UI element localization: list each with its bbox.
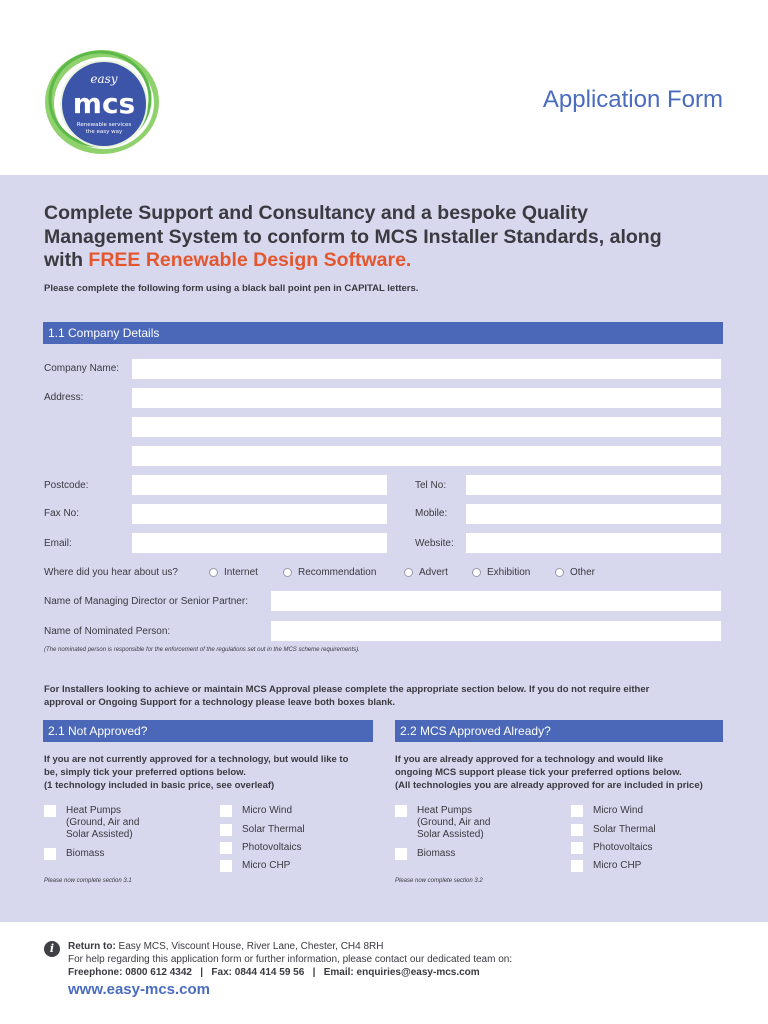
- checkbox-2-1-micro-chp[interactable]: Micro CHP: [220, 860, 290, 872]
- checkbox-box[interactable]: [395, 805, 407, 817]
- mobile-label: Mobile:: [415, 508, 448, 519]
- radio-circle[interactable]: [404, 568, 413, 577]
- radio-recommendation[interactable]: Recommendation: [283, 567, 376, 578]
- section-2-1-next-note: Please now complete section 3.1: [44, 878, 132, 884]
- website-label: Website:: [415, 538, 454, 549]
- section-2-1-description: If you are not currently approved for a technology, but would like to be, simply tick your preferred options below. (1 technology included in basic price, see overleaf): [44, 754, 349, 791]
- checkbox-box[interactable]: [571, 824, 583, 836]
- heard-question-label: Where did you hear about us?: [44, 567, 178, 578]
- radio-advert[interactable]: Advert: [404, 567, 448, 578]
- info-icon: i: [44, 941, 60, 957]
- tel-label: Tel No:: [415, 480, 447, 491]
- svg-text:mcs: mcs: [72, 87, 136, 120]
- section-2-2-next-note: Please now complete section 3.2: [395, 878, 483, 884]
- email-label: Email:: [44, 538, 72, 549]
- tel-field[interactable]: [466, 475, 721, 495]
- radio-circle[interactable]: [555, 568, 564, 577]
- radio-exhibition[interactable]: Exhibition: [472, 567, 530, 578]
- checkbox-2-1-solar-thermal[interactable]: Solar Thermal: [220, 824, 305, 836]
- address-field-line1[interactable]: [132, 388, 721, 408]
- section-2-2-description: If you are already approved for a technology and would like ongoing MCS support please tick your preferred options below. (All technologies you are already approved for are included in price): [395, 754, 703, 791]
- fax-field[interactable]: [132, 504, 387, 524]
- headline: Complete Support and Consultancy and a bespoke Quality Management System to conform to MCS Installer Standards, along with FREE Renewable Design Software.: [44, 202, 662, 271]
- svg-text:easy: easy: [90, 72, 118, 86]
- contact-details: Freephone: 0800 612 4342 | Fax: 0844 414 59 56 | Email: enquiries@easy-mcs.com: [68, 967, 480, 978]
- checkbox-box[interactable]: [44, 848, 56, 860]
- checkbox-2-1-photovoltaics[interactable]: Photovoltaics: [220, 842, 301, 854]
- nominated-note: (The nominated person is responsible for the enforcement of the regulations set out in the MCS scheme requirements).: [44, 647, 360, 653]
- company-name-label: Company Name:: [44, 363, 120, 374]
- director-label: Name of Managing Director or Senior Partner:: [44, 596, 248, 607]
- website-link[interactable]: www.easy-mcs.com: [68, 981, 211, 998]
- mobile-field[interactable]: [466, 504, 721, 524]
- page-header: [0, 0, 768, 175]
- checkbox-2-2-micro-wind[interactable]: Micro Wind: [571, 805, 643, 817]
- section-1-1-header: 1.1 Company Details: [43, 322, 723, 344]
- radio-circle[interactable]: [472, 568, 481, 577]
- radio-other[interactable]: Other: [555, 567, 595, 578]
- checkbox-box[interactable]: [571, 842, 583, 854]
- checkbox-box[interactable]: [571, 805, 583, 817]
- radio-circle[interactable]: [283, 568, 292, 577]
- nominated-label: Name of Nominated Person:: [44, 626, 171, 637]
- section-2-1-header: 2.1 Not Approved?: [43, 720, 373, 742]
- director-field[interactable]: [271, 591, 721, 611]
- checkbox-box[interactable]: [220, 824, 232, 836]
- checkbox-2-2-biomass[interactable]: Biomass: [395, 848, 455, 860]
- checkbox-2-1-biomass[interactable]: Biomass: [44, 848, 104, 860]
- radio-circle[interactable]: [209, 568, 218, 577]
- checkbox-2-1-micro-wind[interactable]: Micro Wind: [220, 805, 292, 817]
- help-text: For help regarding this application form or further information, please contact our dedicated team on:: [68, 954, 513, 965]
- company-name-field[interactable]: [132, 359, 721, 379]
- checkbox-box[interactable]: [220, 805, 232, 817]
- checkbox-2-2-heat-pumps[interactable]: Heat Pumps (Ground, Air and Solar Assisted): [395, 805, 490, 841]
- checkbox-2-2-micro-chp[interactable]: Micro CHP: [571, 860, 641, 872]
- website-field[interactable]: [466, 533, 721, 553]
- checkbox-box[interactable]: [395, 848, 407, 860]
- svg-text:Renewable services: Renewable services: [76, 122, 132, 128]
- checkbox-2-1-heat-pumps[interactable]: Heat Pumps (Ground, Air and Solar Assisted): [44, 805, 139, 841]
- email-field[interactable]: [132, 533, 387, 553]
- checkbox-2-2-solar-thermal[interactable]: Solar Thermal: [571, 824, 656, 836]
- checkbox-2-2-photovoltaics[interactable]: Photovoltaics: [571, 842, 652, 854]
- postcode-field[interactable]: [132, 475, 387, 495]
- page-title: Application Form: [542, 86, 723, 113]
- installers-note: For Installers looking to achieve or maintain MCS Approval please complete the appropriate section below. If you do not require either approval or Ongoing Support for a technology please leave both boxes blank.: [44, 684, 650, 708]
- address-field-line3[interactable]: [132, 446, 721, 466]
- return-address: Return to: Easy MCS, Viscount House, River Lane, Chester, CH4 8RH: [68, 941, 384, 952]
- address-label: Address:: [44, 392, 84, 403]
- checkbox-box[interactable]: [571, 860, 583, 872]
- free-software-highlight: FREE Renewable Design Software.: [88, 249, 412, 271]
- section-2-2-header: 2.2 MCS Approved Already?: [395, 720, 723, 742]
- fax-label: Fax No:: [44, 508, 80, 519]
- easy-mcs-logo: [42, 46, 164, 158]
- checkbox-box[interactable]: [44, 805, 56, 817]
- checkbox-box[interactable]: [220, 860, 232, 872]
- postcode-label: Postcode:: [44, 480, 89, 491]
- form-instruction: Please complete the following form using a black ball point pen in CAPITAL letters.: [44, 283, 419, 294]
- address-field-line2[interactable]: [132, 417, 721, 437]
- checkbox-box[interactable]: [220, 842, 232, 854]
- nominated-field[interactable]: [271, 621, 721, 641]
- svg-text:the easy way: the easy way: [85, 129, 123, 135]
- radio-internet[interactable]: Internet: [209, 567, 258, 578]
